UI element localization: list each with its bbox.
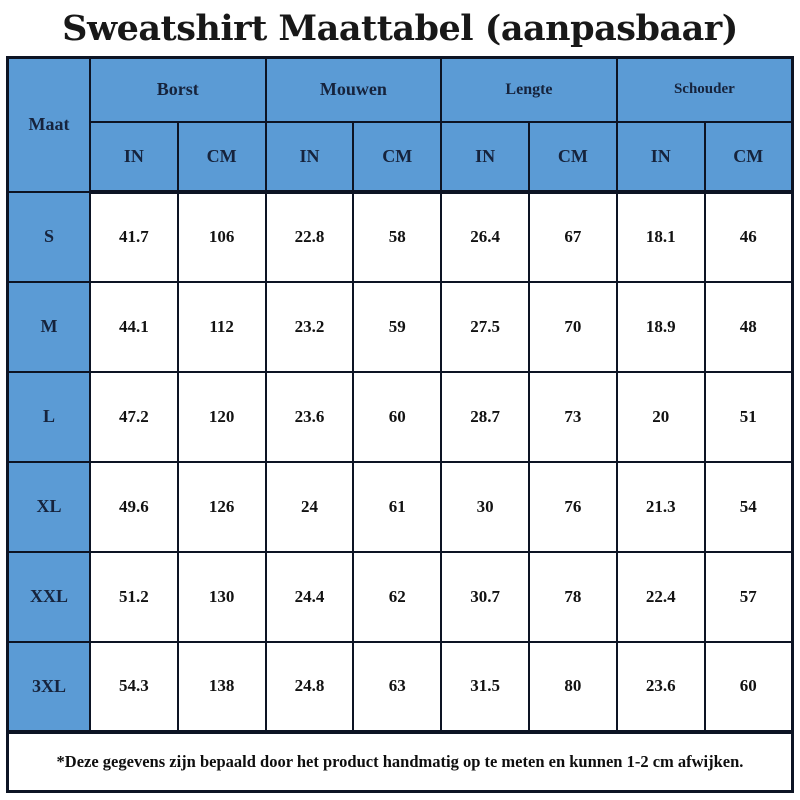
- header-group-lengte: Lengte: [441, 58, 617, 122]
- table-row: [8, 642, 793, 732]
- table-row: [8, 282, 793, 372]
- header-unit: CM: [353, 122, 441, 192]
- value-cell: 18.1: [617, 192, 705, 282]
- value-cell: 22.4: [617, 552, 705, 642]
- value-cell: 30.7: [441, 552, 529, 642]
- value-cell: 63: [353, 642, 441, 732]
- table-footer: [8, 732, 793, 792]
- value-cell: 78: [529, 552, 617, 642]
- value-cell: 112: [178, 282, 266, 372]
- value-cell: 27.5: [441, 282, 529, 372]
- value-cell: 76: [529, 462, 617, 552]
- value-cell: 28.7: [441, 372, 529, 462]
- value-cell: 48: [705, 282, 793, 372]
- value-cell: 60: [353, 372, 441, 462]
- size-cell: M: [8, 282, 90, 372]
- footnote-row: [8, 732, 793, 792]
- value-cell: 44.1: [90, 282, 178, 372]
- value-cell: 51.2: [90, 552, 178, 642]
- value-cell: 49.6: [90, 462, 178, 552]
- header-unit: CM: [705, 122, 793, 192]
- size-cell: L: [8, 372, 90, 462]
- value-cell: 138: [178, 642, 266, 732]
- size-cell: 3XL: [8, 642, 90, 732]
- table-header: [8, 58, 793, 192]
- value-cell: 24.4: [266, 552, 354, 642]
- value-cell: 126: [178, 462, 266, 552]
- value-cell: 62: [353, 552, 441, 642]
- table-row: [8, 192, 793, 282]
- header-unit: IN: [441, 122, 529, 192]
- value-cell: 22.8: [266, 192, 354, 282]
- value-cell: 80: [529, 642, 617, 732]
- value-cell: 61: [353, 462, 441, 552]
- header-unit: CM: [529, 122, 617, 192]
- table-row: [8, 462, 793, 552]
- value-cell: 60: [705, 642, 793, 732]
- value-cell: 67: [529, 192, 617, 282]
- value-cell: 31.5: [441, 642, 529, 732]
- header-maat: Maat: [8, 58, 90, 192]
- value-cell: 18.9: [617, 282, 705, 372]
- table-body: [8, 192, 793, 732]
- header-group-schouder: Schouder: [617, 58, 793, 122]
- value-cell: 73: [529, 372, 617, 462]
- footnote-text: *Deze gegevens zijn bepaald door het product handmatig op te meten en kunnen 1-2 cm afwijken.: [8, 732, 793, 792]
- header-unit: IN: [90, 122, 178, 192]
- value-cell: 120: [178, 372, 266, 462]
- header-group-mouwen: Mouwen: [266, 58, 442, 122]
- value-cell: 59: [353, 282, 441, 372]
- table-row: [8, 552, 793, 642]
- value-cell: 20: [617, 372, 705, 462]
- value-cell: 130: [178, 552, 266, 642]
- value-cell: 54.3: [90, 642, 178, 732]
- value-cell: 58: [353, 192, 441, 282]
- size-cell: XXL: [8, 552, 90, 642]
- size-chart-table: [6, 56, 794, 793]
- value-cell: 24: [266, 462, 354, 552]
- header-unit: IN: [617, 122, 705, 192]
- value-cell: 41.7: [90, 192, 178, 282]
- value-cell: 47.2: [90, 372, 178, 462]
- value-cell: 23.6: [617, 642, 705, 732]
- value-cell: 30: [441, 462, 529, 552]
- value-cell: 51: [705, 372, 793, 462]
- value-cell: 57: [705, 552, 793, 642]
- value-cell: 70: [529, 282, 617, 372]
- value-cell: 46: [705, 192, 793, 282]
- size-chart-container: [0, 56, 800, 793]
- value-cell: 23.2: [266, 282, 354, 372]
- value-cell: 106: [178, 192, 266, 282]
- value-cell: 26.4: [441, 192, 529, 282]
- value-cell: 24.8: [266, 642, 354, 732]
- header-group-borst: Borst: [90, 58, 266, 122]
- page-title: Sweatshirt Maattabel (aanpasbaar): [62, 7, 738, 49]
- size-cell: S: [8, 192, 90, 282]
- header-units-row: [8, 122, 793, 192]
- value-cell: 23.6: [266, 372, 354, 462]
- header-group-row: [8, 58, 793, 122]
- header-unit: IN: [266, 122, 354, 192]
- header-unit: CM: [178, 122, 266, 192]
- table-row: [8, 372, 793, 462]
- value-cell: 54: [705, 462, 793, 552]
- value-cell: 21.3: [617, 462, 705, 552]
- size-cell: XL: [8, 462, 90, 552]
